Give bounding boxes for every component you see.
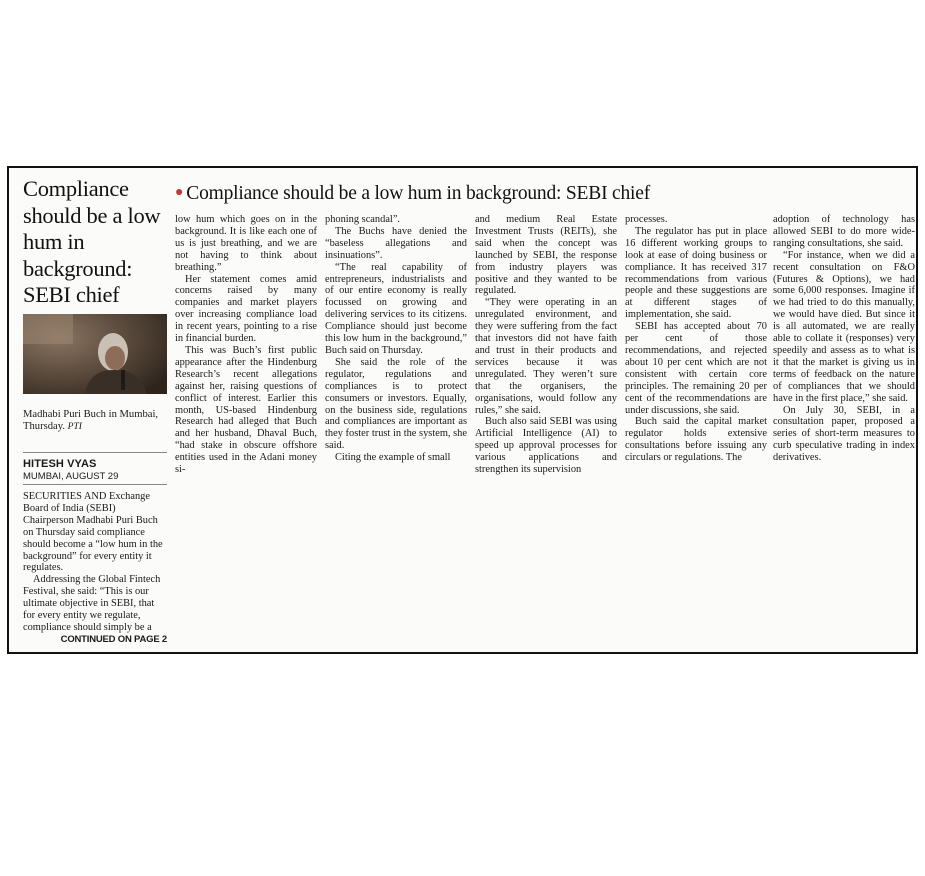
byline-block bbox=[23, 458, 173, 482]
newspaper-clipping bbox=[7, 166, 918, 654]
lead-column bbox=[23, 491, 167, 646]
paragraph: She said the role of the regulator, regulations and compliances is to protect consumers or investors. Equally, on the business side, regulations and compliances are important as they foster trust in the system, she said. bbox=[325, 356, 467, 452]
lead-paragraph: Addressing the Global Fintech Festival, she said: “This is our ultimate objective in SEBI, that for every entity we regulate, compliance should simply be a bbox=[23, 574, 161, 633]
paragraph: The Buchs have denied the “baseless allegations and insinuations”. bbox=[325, 225, 467, 261]
paragraph: On July 30, SEBI, in a consultation paper, proposed a series of short-term measures to curb speculative trading in index derivatives. bbox=[773, 404, 915, 464]
jump-headline: Compliance should be a low hum in background: SEBI chief bbox=[186, 183, 651, 204]
paragraph: Citing the example of small bbox=[335, 452, 451, 464]
paragraph: This was Buch’s first public appearance after the Hindenburg Research’s recent allegations against her, raising questions of conflict of interest. Earlier this month, US-based Hindenburg Research had alleged that Buch and her husband, Dhaval Buch, “had stake in obscure offshore entities used in the Adani money si- bbox=[175, 344, 317, 476]
paragraph: “The real capability of entrepreneurs, industrialists and of our entire economy is really focussed on growing and delivering services to its citizens. Compliance should just become this low hum in the background,” Buch said on Thursday. bbox=[325, 261, 467, 356]
paragraph: adoption of technology has allowed SEBI to do more wide-ranging consultations, she said. bbox=[773, 214, 915, 249]
caption-text: Madhabi Puri Buch in Mumbai, Thursday. bbox=[23, 409, 159, 433]
byline: HITESH VYAS bbox=[23, 458, 97, 470]
text-column-4 bbox=[625, 214, 767, 464]
jump-headline-row bbox=[175, 182, 650, 205]
text-column-1 bbox=[175, 214, 317, 476]
photo-caption bbox=[23, 409, 173, 434]
portrait-illustration bbox=[23, 314, 167, 394]
paragraph: Her statement comes amid concerns raised by many companies and market players over increasing compliance load in recent years, pointing to a rise in financial burden. bbox=[175, 273, 317, 345]
paragraph: Buch also said SEBI was using Artificial Intelligence (AI) to speed up approval processes for various applications and strengthen its supervision bbox=[475, 416, 617, 476]
headline: Compliance should be a low hum in background: SEBI chief bbox=[23, 176, 161, 307]
divider bbox=[23, 484, 167, 485]
paragraph: low hum which goes on in the background. It is like each one of us is just breathing, and we are not having to think about breathing.” bbox=[175, 214, 317, 273]
paragraph: processes. bbox=[625, 214, 668, 225]
paragraph: SEBI has accepted about 70 per cent of those recommendations, and rejected about 10 per cent which are not consistent with certain core principles. The remaining 20 per cent of the recommendations are under discussions, she said. bbox=[625, 321, 767, 416]
text-column-3 bbox=[475, 214, 617, 476]
paragraph: Buch said the capital market regulator holds extensive consultations before issuing any circulars or regulations. The bbox=[625, 416, 767, 464]
paragraph: and medium Real Estate Investment Trusts (REITs), she said when the concept was launched by SEBI, the response from industry players was positive and they wanted to be regulated. bbox=[475, 214, 617, 297]
lead-paragraph: SECURITIES AND Exchange Board of India (SEBI) Chairperson Madhabi Puri Buch on Thursday said compliance should become a “low hum in the background” for every entity it regulates. bbox=[23, 491, 163, 574]
paragraph: “For instance, when we did a recent consultation on F&O (Futures & Options), we had some 6,000 responses. Imagine if we had tried to do this manually, we would have died. But since it is all automated, we are really able to collate it (responses) very speedily and assess as to what is it that the market is giving us in terms of feedback on the nature of compliances that we should have in the first place,” she said. bbox=[773, 249, 915, 404]
paragraph: “They were operating in an unregulated environment, and they were suffering from the fact that investors did not have faith and trust in their products and services because it was unregulated. They weren’t sure that the organisers, the organisations, would follow any rules,” she said. bbox=[475, 297, 617, 416]
paragraph: The regulator has put in place 16 different working groups to look at ease of doing business or compliance. It has received 317 recommendations from various people and these suggestions are at different stages of implementation, she said. bbox=[625, 225, 767, 321]
news-photo bbox=[23, 314, 167, 394]
text-column-5 bbox=[773, 214, 915, 464]
divider bbox=[23, 452, 167, 453]
continued-marker: CONTINUED ON PAGE 2 bbox=[60, 633, 167, 645]
photo-credit: PTI bbox=[67, 422, 82, 433]
dateline: MUMBAI, AUGUST 29 bbox=[23, 471, 119, 482]
text-column-2 bbox=[325, 214, 467, 464]
paragraph: phoning scandal”. bbox=[325, 214, 401, 225]
bullet-icon: ● bbox=[175, 185, 184, 200]
